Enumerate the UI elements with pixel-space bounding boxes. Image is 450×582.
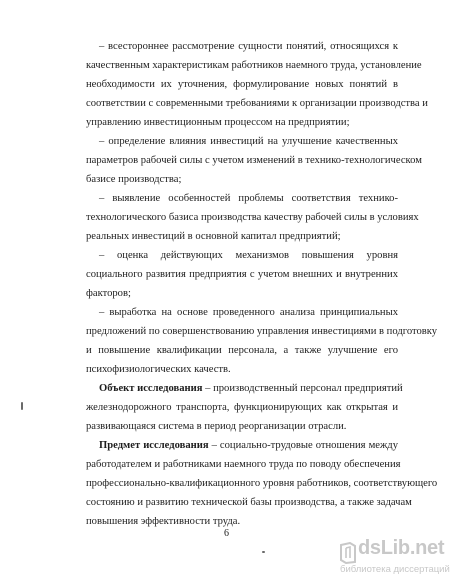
text-line: работодателем и работниками наемного труда по поводу обеспечения [86,459,401,470]
text-line: базисе производства; [86,174,182,185]
text-line: социального развития предприятия с учетом внешних и внутренних [86,269,398,280]
watermark [338,534,450,582]
page-number: 6 [224,528,229,539]
text-line: технологического базиса производства качеству рабочей силы в условиях [86,212,419,223]
text-run: – социально-трудовые отношения между [208,440,398,451]
scan-speck [262,551,265,553]
watermark-title: dsLib.net [358,537,445,559]
watermark-subtitle: библиотека диссертаций [340,564,450,575]
text-line: железнодорожного транспорта, функционирующих как открытая и [86,402,398,413]
text-line: соответствии с современными требованиями к организации производства и [86,98,428,109]
text-line: реальных инвестиций в основной капитал предприятий; [86,231,341,242]
text-line: качественным характеристикам работников наемного труда, установление [86,60,422,71]
text-line: факторов; [86,288,131,299]
text-line: – определение влияния инвестиций на улучшение качественных [99,136,398,147]
text-line: необходимости их уточнения, формулирование новых понятий в [86,79,398,90]
text-line: – оценка действующих механизмов повышения уровня [99,250,398,261]
text-run: – производственный персонал предприятий [202,383,403,394]
text-line [99,439,398,452]
text-line: и повышение квалификации персонала, а также улучшение его [86,345,398,356]
text-line: параметров рабочей силы с учетом изменений в технико-технологическом [86,155,422,166]
dslib-logo-icon [338,542,358,564]
text-line: – всестороннее рассмотрение сущности понятий, относящихся к [99,41,398,52]
text-line: состоянию и развитию технической базы производства, а также задачам [86,497,412,508]
subject-heading: Предмет исследования [99,440,209,451]
object-heading: Объект исследования [99,383,203,394]
text-line: психофизиологических качеств. [86,364,231,375]
text-line: предложений по совершенствованию управления инвестициями в подготовку [86,326,438,337]
text-line: управлению инвестиционным процессом на предприятии; [86,117,350,128]
text-line: – выявление особенностей проблемы соответствия технико- [99,193,398,204]
scan-speck [21,402,23,410]
text-line: повышения эффективности труда. [86,516,241,527]
text-line: – выработка на основе проведенного анализа принципиальных [99,307,398,318]
text-line: профессионально-квалификационного уровня работников, соответствующего [86,478,438,489]
text-line [99,382,403,395]
text-line: развивающаяся система в период реорганизации отрасли. [86,421,347,432]
